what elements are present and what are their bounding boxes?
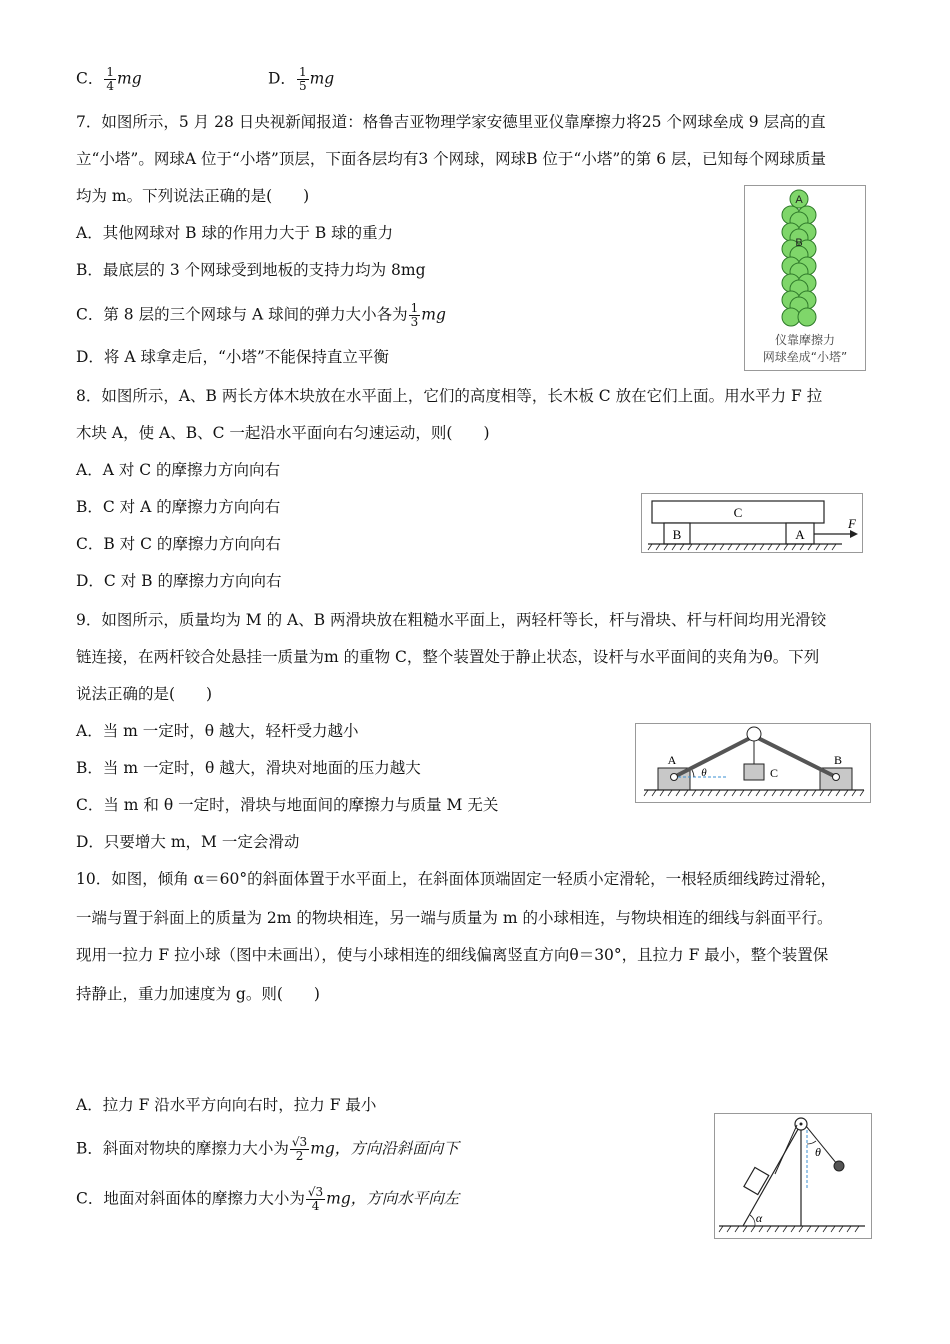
option-text: C．第 8 层的三个网球与 A 球间的弹力大小各为 bbox=[76, 305, 408, 324]
slider-a-label: A bbox=[667, 753, 677, 767]
rod-right bbox=[754, 736, 836, 777]
q9-option-b: B．当 m 一定时，θ 越大，滑块对地面的压力越大 bbox=[76, 759, 421, 777]
ball-b-label: B bbox=[795, 237, 803, 249]
q8-option-a: A．A 对 C 的摩擦力方向向右 bbox=[76, 461, 281, 479]
q8-option-d: D．C 对 B 的摩擦力方向向右 bbox=[76, 572, 282, 590]
force-f-label: F bbox=[848, 516, 856, 531]
fraction-denominator: 2 bbox=[295, 1149, 304, 1163]
angle-theta-label: θ bbox=[815, 1145, 821, 1159]
block bbox=[744, 1167, 769, 1194]
incline-pulley-figure bbox=[714, 1113, 872, 1239]
q10-option-c bbox=[76, 1186, 459, 1213]
board-c-label: C bbox=[733, 505, 743, 520]
angle-theta-label: θ bbox=[701, 767, 707, 779]
hinge bbox=[747, 727, 761, 741]
q8-stem-line-2: 木块 A，使 A、B、C 一起沿水平面向右匀速运动，则( ) bbox=[76, 424, 490, 442]
fraction-denominator: 5 bbox=[298, 79, 307, 93]
fraction-denominator: 4 bbox=[311, 1199, 320, 1213]
fraction-numerator: √3 bbox=[307, 1185, 324, 1199]
option-d-prev bbox=[268, 66, 334, 93]
weight-c-label: C bbox=[769, 766, 779, 780]
fraction bbox=[290, 1136, 309, 1163]
fraction bbox=[306, 1186, 325, 1213]
fraction bbox=[409, 302, 421, 329]
tennis-ball-tower-figure bbox=[744, 185, 866, 371]
q7-option-a: A．其他网球对 B 球的作用力大于 B 球的重力 bbox=[76, 224, 394, 242]
q9-option-d: D．只要增大 m，M 一定会滑动 bbox=[76, 833, 300, 851]
q7-option-c bbox=[76, 302, 446, 329]
option-text: C．地面对斜面体的摩擦力大小为 bbox=[76, 1189, 305, 1208]
fraction-numerator: 1 bbox=[106, 65, 115, 79]
q7-option-b: B．最底层的 3 个网球受到地板的支持力均为 8mg bbox=[76, 261, 426, 279]
option-c-prev bbox=[76, 66, 142, 93]
q9-option-a: A．当 m 一定时，θ 越大，轻杆受力越小 bbox=[76, 722, 359, 740]
figure-caption-1: 仪靠摩擦力 bbox=[774, 333, 836, 347]
option-label: C． bbox=[76, 69, 104, 88]
fraction-denominator: 4 bbox=[106, 79, 115, 93]
option-text-post: mg，方向沿斜面向下 bbox=[310, 1139, 459, 1158]
q7-option-d: D．将 A 球拿走后，“小塔”不能保持直立平衡 bbox=[76, 348, 389, 366]
unit: mg bbox=[421, 305, 446, 324]
fraction bbox=[297, 66, 309, 93]
blocks-figure bbox=[641, 493, 863, 553]
option-text-post: mg，方向水平向左 bbox=[326, 1189, 460, 1208]
angle-alpha-label: α bbox=[755, 1211, 763, 1225]
q9-stem-line-2: 链连接，在两杆铰合处悬挂一质量为m 的重物 C，整个装置处于静止状态，设杆与水平面间的夹角为θ。下列 bbox=[76, 648, 820, 666]
unit: mg bbox=[309, 69, 335, 88]
q9-stem-line-3: 说法正确的是( ) bbox=[76, 685, 213, 703]
fraction-numerator: 1 bbox=[298, 65, 307, 79]
unit: mg bbox=[117, 69, 142, 88]
q7-stem-line-3: 均为 m。下列说法正确的是( ) bbox=[76, 187, 310, 205]
q10-option-b bbox=[76, 1136, 459, 1163]
q8-stem-line-1: 8．如图所示，A、B 两长方体木块放在水平面上，它们的高度相等，长木板 C 放在它们上面。用水平力 F 拉 bbox=[76, 387, 823, 405]
q9-option-c: C．当 m 和 θ 一定时，滑块与地面间的摩擦力与质量 M 无关 bbox=[76, 796, 499, 814]
fraction-denominator: 3 bbox=[410, 315, 419, 329]
fraction-numerator: √3 bbox=[291, 1135, 308, 1149]
ball-a-label: A bbox=[795, 194, 803, 206]
option-label: D． bbox=[268, 69, 296, 88]
q9-stem-line-1: 9．如图所示，质量均为 M 的 A、B 两滑块放在粗糙水平面上，两轻杆等长，杆与滑块、杆与杆间均用光滑铰 bbox=[76, 611, 827, 629]
fraction bbox=[104, 66, 116, 93]
weight-c bbox=[744, 764, 764, 780]
q8-option-c: C．B 对 C 的摩擦力方向向右 bbox=[76, 535, 281, 553]
hinged-rods-figure bbox=[635, 723, 871, 803]
block-a-label: A bbox=[795, 527, 805, 542]
fraction-numerator: 1 bbox=[410, 301, 419, 315]
slider-b-label: B bbox=[833, 753, 843, 767]
option-text: B．斜面对物块的摩擦力大小为 bbox=[76, 1139, 289, 1158]
ball bbox=[834, 1161, 844, 1171]
q10-stem-line-3: 现用一拉力 F 拉小球（图中未画出），使与小球相连的细线偏离竖直方向θ＝30°，且拉力 F 最小，整个装置保 bbox=[76, 946, 829, 964]
figure-caption-2: 网球垒成“小塔” bbox=[762, 350, 848, 364]
q7-stem-line-2: 立“小塔”。网球A 位于“小塔”顶层，下面各层均有3 个网球，网球B 位于“小塔”的第 6 层，已知每个网球质量 bbox=[76, 150, 826, 168]
q10-option-a: A．拉力 F 沿水平方向向右时，拉力 F 最小 bbox=[76, 1096, 377, 1114]
q10-stem-line-4: 持静止，重力加速度为 g。则( ) bbox=[76, 985, 320, 1003]
q10-stem-line-1: 10．如图，倾角 α＝60°的斜面体置于水平面上，在斜面体顶端固定一轻质小定滑轮，一根轻质细线跨过滑轮， bbox=[76, 870, 837, 888]
rod-left bbox=[674, 736, 754, 777]
q7-stem-line-1: 7．如图所示，5 月 28 日央视新闻报道：格鲁吉亚物理学家安德里亚仪靠摩擦力将25 个网球垒成 9 层高的直 bbox=[76, 113, 826, 131]
block-b-label: B bbox=[672, 527, 682, 542]
ball-string bbox=[806, 1126, 837, 1164]
q10-stem-line-2: 一端与置于斜面上的质量为 2m 的物块相连，另一端与质量为 m 的小球相连，与物块相连的细线与斜面平行。 bbox=[76, 909, 833, 927]
q8-option-b: B．C 对 A 的摩擦力方向向右 bbox=[76, 498, 281, 516]
